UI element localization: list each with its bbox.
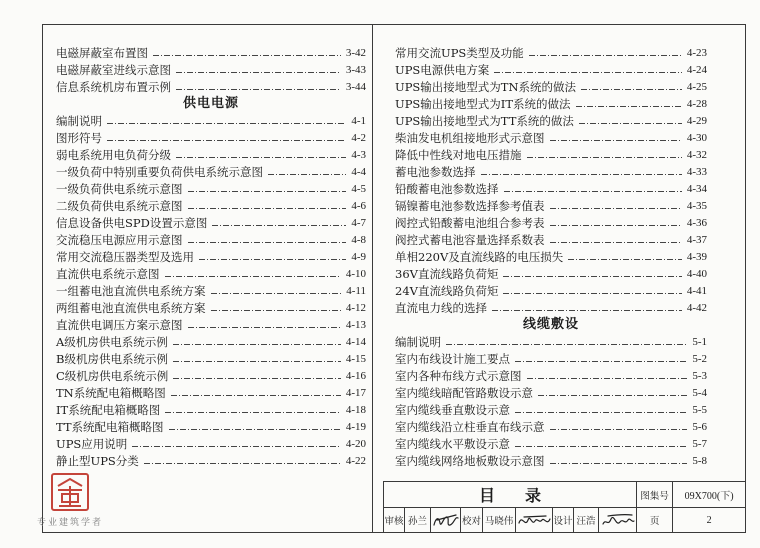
toc-entry bbox=[395, 129, 707, 146]
toc-entry bbox=[56, 265, 366, 282]
signature-scribble-icon bbox=[431, 509, 461, 532]
toc-entry-title: 信息系统机房布置示例 bbox=[56, 79, 171, 94]
leader-line bbox=[188, 242, 347, 243]
toc-entry-title: 阀控式蓄电池容量选择系数表 bbox=[395, 232, 545, 247]
toc-entry-title: 编制说明 bbox=[56, 113, 102, 128]
leader-line bbox=[550, 225, 682, 226]
leader-line bbox=[579, 123, 682, 124]
toc-entry bbox=[56, 197, 366, 214]
designer-name: 汪浩 bbox=[574, 508, 599, 533]
toc-entry-title: 常用交流稳压器类型及选用 bbox=[56, 249, 194, 264]
check-label: 校对 bbox=[461, 508, 483, 533]
toc-entry bbox=[56, 180, 366, 197]
checker-name: 马晓伟 bbox=[483, 508, 516, 533]
toc-entry-page: 4-41 bbox=[686, 284, 707, 297]
leader-line bbox=[550, 242, 682, 243]
toc-entry-title: UPS电源供电方案 bbox=[395, 62, 490, 77]
toc-entry-title: 一组蓄电池直流供电系统方案 bbox=[56, 283, 206, 298]
toc-entry-title: 交流稳压电源应用示意图 bbox=[56, 232, 183, 247]
toc-entry-page: 4-3 bbox=[351, 148, 366, 161]
toc-entry bbox=[395, 180, 707, 197]
atlas-number-label: 图集号 bbox=[637, 482, 673, 508]
toc-entry bbox=[395, 452, 707, 469]
leader-line bbox=[165, 412, 341, 413]
toc-entry-title: IT系统配电箱概略图 bbox=[56, 402, 161, 417]
leader-line bbox=[173, 361, 341, 362]
leader-line bbox=[576, 106, 682, 107]
toc-entry bbox=[395, 384, 707, 401]
reviewer-name: 孙兰 bbox=[405, 508, 431, 533]
toc-entry-title: 编制说明 bbox=[395, 334, 441, 349]
toc-entry-page: 4-32 bbox=[686, 148, 707, 161]
atlas-number: 09X700(下) bbox=[673, 482, 746, 508]
toc-entry-page: 5-7 bbox=[692, 437, 707, 450]
toc-entry bbox=[395, 248, 707, 265]
leader-line bbox=[212, 225, 346, 226]
leader-line bbox=[446, 344, 687, 345]
section-heading: 线缆敷设 bbox=[522, 317, 579, 332]
leader-line bbox=[529, 55, 682, 56]
checker-signature bbox=[516, 508, 553, 533]
toc-entry-title: 蓄电池参数选择 bbox=[395, 164, 476, 179]
toc-entry-page: 3-43 bbox=[345, 63, 366, 76]
toc-entry-page: 4-36 bbox=[686, 216, 707, 229]
title-block-title: 目录 bbox=[384, 482, 637, 508]
watermark-seal bbox=[50, 472, 90, 512]
leader-line bbox=[550, 208, 682, 209]
leader-line bbox=[176, 157, 346, 158]
leader-line bbox=[144, 463, 341, 464]
toc-entry bbox=[56, 452, 366, 469]
toc-entry bbox=[56, 163, 366, 180]
toc-entry-page: 4-22 bbox=[345, 454, 366, 467]
toc-entry bbox=[56, 248, 366, 265]
toc-entry-title: 室内缆线网络地板敷设示意图 bbox=[395, 453, 545, 468]
frame-right-line bbox=[745, 24, 746, 533]
toc-entry-page: 4-15 bbox=[345, 352, 366, 365]
toc-entry bbox=[56, 384, 366, 401]
toc-entry bbox=[56, 435, 366, 452]
toc-entry bbox=[395, 214, 707, 231]
toc-entry bbox=[395, 401, 707, 418]
leader-line bbox=[107, 140, 346, 141]
leader-line bbox=[503, 293, 681, 294]
toc-entry-title: 室内缆线沿立柱垂直布线示意 bbox=[395, 419, 545, 434]
toc-entry bbox=[56, 44, 366, 61]
toc-entry-title: 铅酸蓄电池参数选择 bbox=[395, 181, 499, 196]
toc-entry-page: 4-23 bbox=[686, 46, 707, 59]
leader-line bbox=[211, 310, 341, 311]
leader-line bbox=[494, 72, 682, 73]
toc-entry-title: 室内缆线暗配管路敷设示意 bbox=[395, 385, 533, 400]
toc-entry-page: 4-14 bbox=[345, 335, 366, 348]
toc-entry bbox=[56, 112, 366, 129]
toc-entry-title: 两组蓄电池直流供电系统方案 bbox=[56, 300, 206, 315]
leader-line bbox=[503, 276, 681, 277]
review-label: 审核 bbox=[384, 508, 405, 533]
signature-scribble-icon bbox=[516, 509, 553, 532]
leader-line bbox=[169, 429, 341, 430]
toc-entry bbox=[395, 418, 707, 435]
toc-entry-title: UPS输出接地型式为TN系统的做法 bbox=[395, 79, 577, 94]
leader-line bbox=[188, 191, 347, 192]
toc-entry bbox=[56, 146, 366, 163]
toc-entry bbox=[395, 435, 707, 452]
toc-entry-title: A级机房供电系统示例 bbox=[56, 334, 168, 349]
toc-entry-page: 4-18 bbox=[345, 403, 366, 416]
leader-line bbox=[538, 395, 687, 396]
toc-entry-page: 4-35 bbox=[686, 199, 707, 212]
toc-entry-page: 4-34 bbox=[686, 182, 707, 195]
leader-line bbox=[527, 157, 682, 158]
frame-top-line bbox=[42, 24, 746, 25]
reviewer-signature bbox=[431, 508, 461, 533]
toc-entry-page: 4-28 bbox=[686, 97, 707, 110]
toc-entry-title: 阀控式铅酸蓄电池组合参考表 bbox=[395, 215, 545, 230]
toc-entry-page: 4-42 bbox=[686, 301, 707, 314]
leader-line bbox=[188, 327, 341, 328]
leader-line bbox=[173, 344, 341, 345]
toc-entry bbox=[395, 112, 707, 129]
toc-entry bbox=[56, 350, 366, 367]
leader-line bbox=[481, 174, 682, 175]
leader-line bbox=[550, 463, 688, 464]
frame-left-line bbox=[42, 24, 43, 533]
toc-entry-title: 静止型UPS分类 bbox=[56, 453, 139, 468]
toc-entry bbox=[395, 265, 707, 282]
toc-entry-title: 36V直流线路负荷矩 bbox=[395, 266, 499, 281]
toc-entry bbox=[56, 231, 366, 248]
toc-entry bbox=[56, 282, 366, 299]
leader-line bbox=[568, 259, 682, 260]
designer-signature bbox=[599, 508, 637, 533]
toc-entry bbox=[395, 350, 707, 367]
toc-left-column bbox=[56, 44, 366, 469]
toc-entry bbox=[395, 197, 707, 214]
toc-entry-title: 图形符号 bbox=[56, 130, 102, 145]
leader-line bbox=[581, 89, 682, 90]
toc-entry-page: 4-7 bbox=[351, 216, 366, 229]
toc-entry bbox=[395, 78, 707, 95]
toc-entry-page: 4-13 bbox=[345, 318, 366, 331]
toc-entry-title: 直流供电调压方案示意图 bbox=[56, 317, 183, 332]
toc-entry bbox=[56, 61, 366, 78]
toc-entry-title: 单相220V及直流线路的电压损失 bbox=[395, 249, 564, 264]
toc-entry-page: 4-40 bbox=[686, 267, 707, 280]
leader-line bbox=[504, 191, 682, 192]
toc-entry-title: 信息设备供电SPD设置示意图 bbox=[56, 215, 208, 230]
page-label: 页 bbox=[637, 508, 673, 533]
toc-entry-title: UPS输出接地型式为TT系统的做法 bbox=[395, 113, 574, 128]
leader-line bbox=[515, 361, 687, 362]
title-block bbox=[383, 481, 746, 533]
leader-line bbox=[165, 276, 341, 277]
toc-entry bbox=[395, 61, 707, 78]
toc-entry-title: 直流电力线的选择 bbox=[395, 300, 487, 315]
toc-entry-title: B级机房供电系统示例 bbox=[56, 351, 168, 366]
toc-entry-page: 4-9 bbox=[351, 250, 366, 263]
toc-entry-title: 电磁屏蔽室进线示意图 bbox=[56, 62, 171, 77]
toc-entry bbox=[395, 44, 707, 61]
leader-line bbox=[550, 429, 688, 430]
section-heading: 供电电源 bbox=[182, 96, 239, 111]
toc-entry-page: 5-6 bbox=[692, 420, 707, 433]
leader-line bbox=[132, 446, 341, 447]
leader-line bbox=[188, 208, 347, 209]
toc-entry bbox=[395, 163, 707, 180]
toc-entry-page: 4-39 bbox=[686, 250, 707, 263]
toc-entry-title: 室内布线设计施工要点 bbox=[395, 351, 510, 366]
leader-line bbox=[176, 72, 341, 73]
signature-scribble-icon bbox=[599, 509, 637, 532]
toc-entry-page: 5-8 bbox=[692, 454, 707, 467]
toc-entry bbox=[395, 367, 707, 384]
toc-entry-page: 4-20 bbox=[345, 437, 366, 450]
title-block-row-top bbox=[384, 482, 746, 508]
leader-line bbox=[199, 259, 346, 260]
toc-entry-title: TN系统配电箱概略图 bbox=[56, 385, 166, 400]
toc-entry-title: 一级负荷中特别重要负荷供电系统示意图 bbox=[56, 164, 263, 179]
toc-entry-page: 4-17 bbox=[345, 386, 366, 399]
title-block-row-signatures bbox=[384, 508, 746, 533]
toc-entry bbox=[395, 146, 707, 163]
toc-entry-page: 4-29 bbox=[686, 114, 707, 127]
toc-entry-page: 4-33 bbox=[686, 165, 707, 178]
toc-entry bbox=[56, 299, 366, 316]
column-divider bbox=[372, 24, 373, 533]
leader-line bbox=[268, 174, 346, 175]
toc-entry-page: 5-4 bbox=[692, 386, 707, 399]
toc-entry-page: 4-2 bbox=[351, 131, 366, 144]
toc-entry bbox=[395, 282, 707, 299]
toc-entry bbox=[56, 129, 366, 146]
toc-entry bbox=[56, 214, 366, 231]
toc-entry bbox=[56, 367, 366, 384]
toc-entry-title: 弱电系统用电负荷分级 bbox=[56, 147, 171, 162]
toc-entry-title: 二级负荷供电系统示意图 bbox=[56, 198, 183, 213]
toc-entry bbox=[56, 418, 366, 435]
toc-entry-title: UPS输出接地型式为IT系统的做法 bbox=[395, 96, 571, 111]
toc-entry-page: 4-19 bbox=[345, 420, 366, 433]
toc-entry-page: 4-16 bbox=[345, 369, 366, 382]
design-label: 设计 bbox=[553, 508, 574, 533]
toc-entry-page: 4-37 bbox=[686, 233, 707, 246]
toc-entry bbox=[56, 401, 366, 418]
toc-entry-page: 4-12 bbox=[345, 301, 366, 314]
toc-entry-page: 4-6 bbox=[351, 199, 366, 212]
toc-entry-page: 5-5 bbox=[692, 403, 707, 416]
toc-entry-page: 4-4 bbox=[351, 165, 366, 178]
leader-line bbox=[515, 412, 687, 413]
toc-entry bbox=[56, 333, 366, 350]
toc-entry-page: 4-24 bbox=[686, 63, 707, 76]
toc-entry-title: 24V直流线路负荷矩 bbox=[395, 283, 499, 298]
toc-entry-page: 4-8 bbox=[351, 233, 366, 246]
leader-line bbox=[527, 378, 688, 379]
toc-right-column bbox=[395, 44, 707, 469]
toc-entry-title: TT系统配电箱概略图 bbox=[56, 419, 164, 434]
toc-entry bbox=[395, 299, 707, 316]
toc-entry-title: 降低中性线对地电压措施 bbox=[395, 147, 522, 162]
toc-entry-page: 5-1 bbox=[692, 335, 707, 348]
leader-line bbox=[515, 446, 687, 447]
toc-entry-page: 4-30 bbox=[686, 131, 707, 144]
toc-entry-title: 柴油发电机组接地形式示意图 bbox=[395, 130, 545, 145]
toc-entry-title: 室内缆线垂直敷设示意 bbox=[395, 402, 510, 417]
toc-entry-title: 室内缆线水平敷设示意 bbox=[395, 436, 510, 451]
toc-entry-title: 镉镍蓄电池参数选择参考值表 bbox=[395, 198, 545, 213]
leader-line bbox=[211, 293, 342, 294]
toc-entry-page: 5-2 bbox=[692, 352, 707, 365]
leader-line bbox=[176, 89, 341, 90]
toc-entry bbox=[395, 95, 707, 112]
toc-entry-page: 4-5 bbox=[351, 182, 366, 195]
toc-entry bbox=[395, 333, 707, 350]
toc-entry-title: 直流供电系统示意图 bbox=[56, 266, 160, 281]
leader-line bbox=[153, 55, 341, 56]
toc-entry-page: 4-1 bbox=[351, 114, 366, 127]
toc-entry-page: 3-44 bbox=[345, 80, 366, 93]
toc-entry-title: 室内各种布线方式示意图 bbox=[395, 368, 522, 383]
toc-entry bbox=[56, 78, 366, 95]
toc-entry-title: C级机房供电系统示例 bbox=[56, 368, 169, 383]
seal-icon bbox=[50, 472, 90, 512]
toc-entry-title: 一级负荷供电系统示意图 bbox=[56, 181, 183, 196]
toc-entry-page: 4-11 bbox=[346, 284, 366, 297]
toc-entry bbox=[395, 231, 707, 248]
toc-entry-title: 电磁屏蔽室布置图 bbox=[56, 45, 148, 60]
leader-line bbox=[107, 123, 346, 124]
leader-line bbox=[171, 395, 341, 396]
toc-entry-page: 4-25 bbox=[686, 80, 707, 93]
toc-entry-page: 5-3 bbox=[692, 369, 707, 382]
toc-entry-title: 常用交流UPS类型及功能 bbox=[395, 45, 524, 60]
leader-line bbox=[173, 378, 341, 379]
toc-entry-page: 4-10 bbox=[345, 267, 366, 280]
toc-entry-title: UPS应用说明 bbox=[56, 436, 128, 451]
toc-entry bbox=[56, 316, 366, 333]
toc-entry-page: 3-42 bbox=[345, 46, 366, 59]
leader-line bbox=[550, 140, 682, 141]
page-number: 2 bbox=[673, 508, 746, 533]
leader-line bbox=[492, 310, 682, 311]
seal-caption: 专业建筑学者 bbox=[36, 518, 103, 528]
